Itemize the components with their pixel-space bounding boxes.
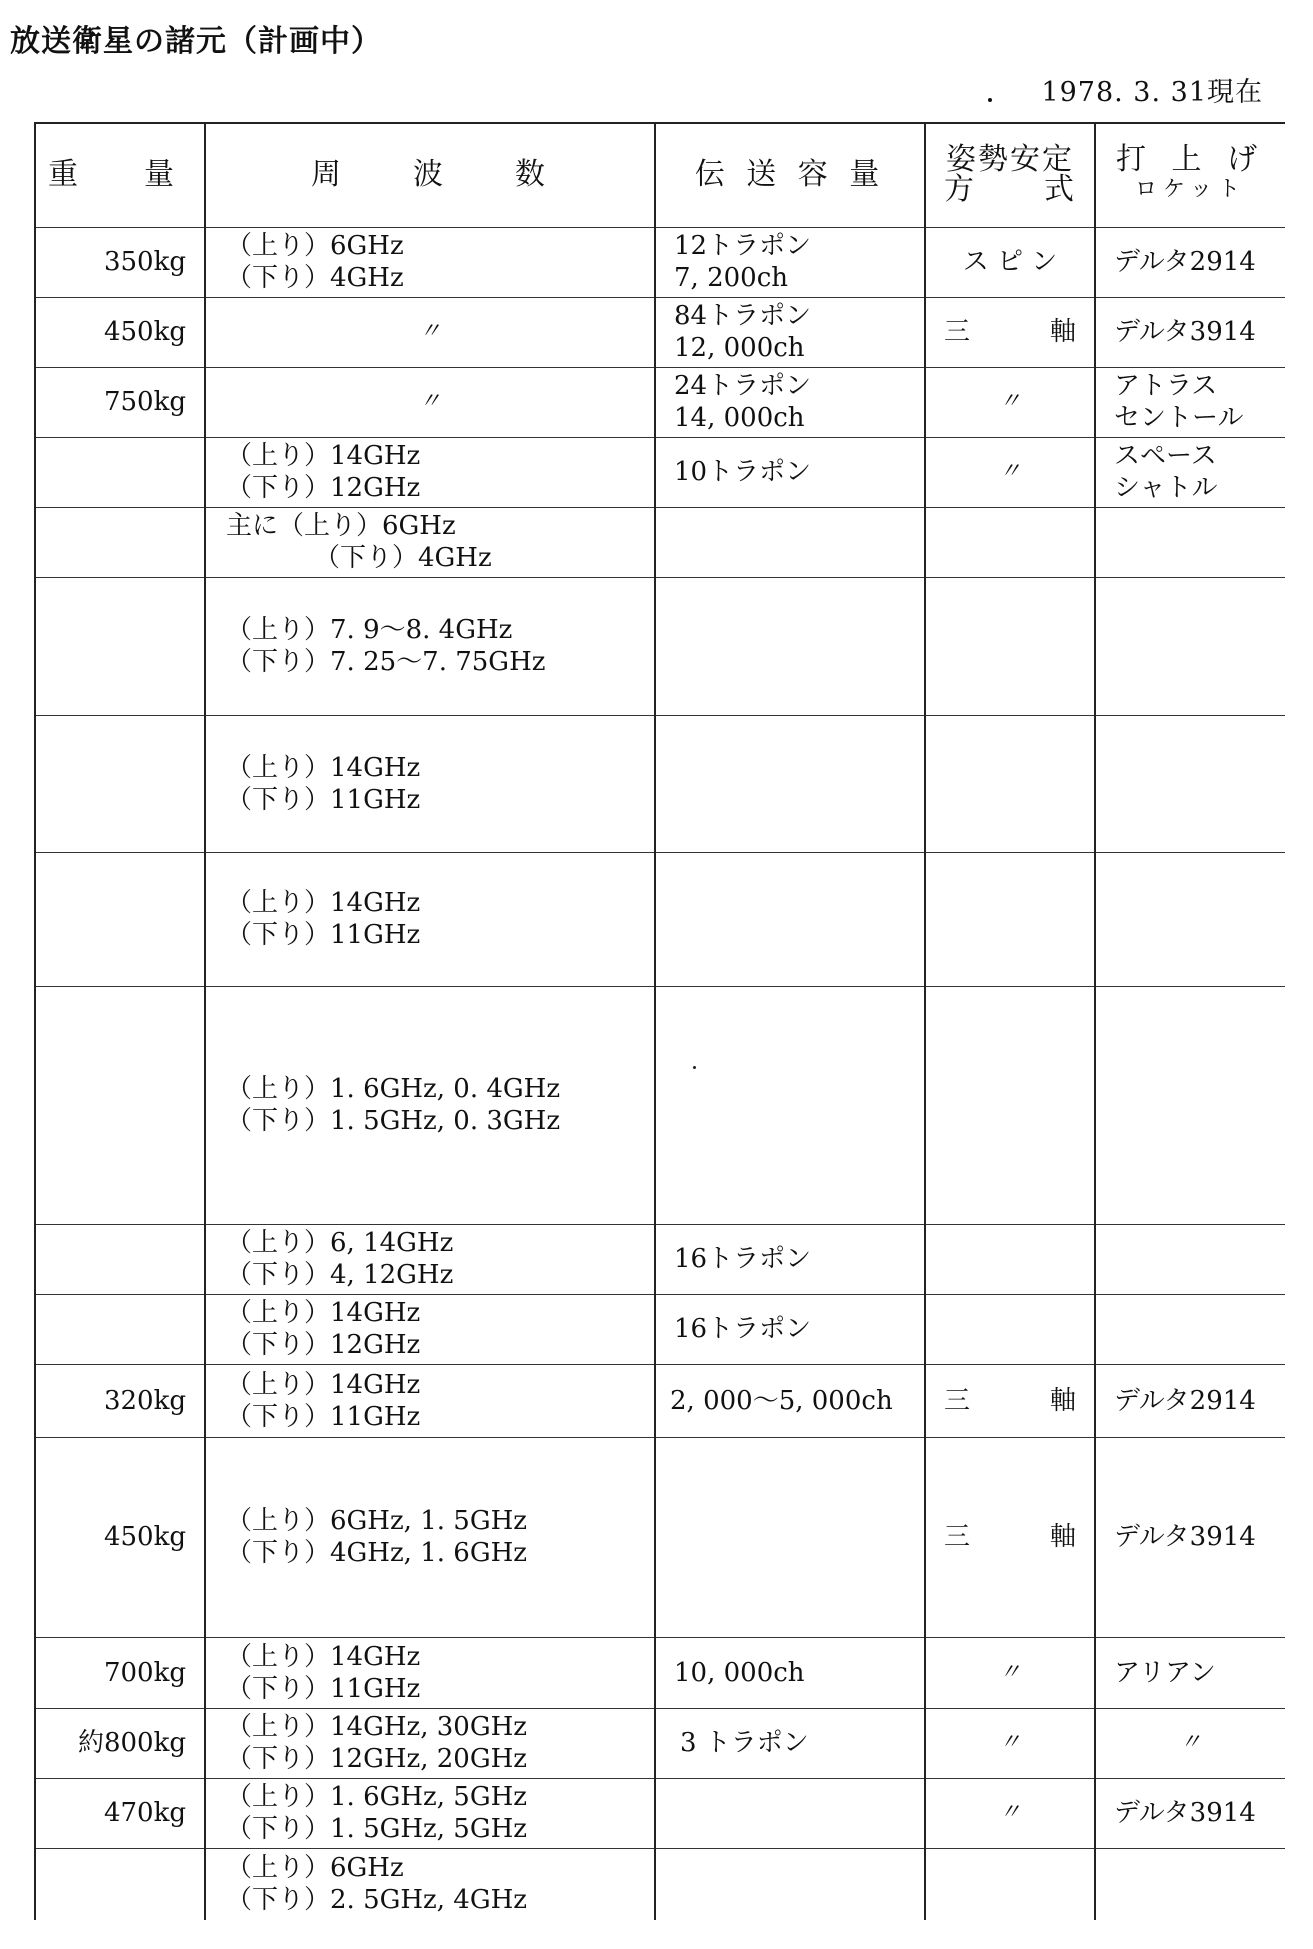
cell-weight: 700kg [35,1637,205,1708]
cell-launch [1095,367,1285,437]
table-row [35,577,1285,715]
table-row [35,227,1285,297]
cell-frequency [205,227,655,297]
table-row [35,1778,1285,1848]
cell-capacity [655,986,925,1224]
cell-attitude [925,577,1095,715]
table-row [35,1224,1285,1294]
freq-up: （上り）6GHz, 1. 5GHz [226,1506,527,1536]
freq-up: （上り）14GHz [226,888,421,918]
table-row [35,367,1285,437]
header-attitude-line2-a: 方 [944,172,976,208]
cell-frequency [205,986,655,1224]
attitude-b: 軸 [1049,317,1076,347]
cell-attitude [925,1437,1095,1637]
cell-weight [35,437,205,507]
freq-up: （上り）14GHz [226,441,421,471]
cell-capacity [655,1778,925,1848]
freq-up: （上り）1. 6GHz, 5GHz [226,1782,527,1812]
cell-frequency [205,297,655,367]
freq-up: （上り）14GHz [226,1298,421,1328]
cell-attitude [925,1708,1095,1778]
table-row [35,852,1285,986]
table-row [35,1637,1285,1708]
cell-weight [35,986,205,1224]
cell-capacity: 2, 000～5, 000ch [655,1364,925,1437]
cell-weight [35,507,205,577]
cell-weight [35,577,205,715]
cell-launch: デルタ3914 [1095,1778,1285,1848]
cell-frequency [205,507,655,577]
freq-down: （下り）12GHz [226,473,421,503]
capacity-line2: 14, 000ch [674,403,805,433]
header-launch [1095,123,1285,227]
cell-frequency [205,1294,655,1364]
cell-capacity [655,715,925,852]
freq-down: （下り）11GHz [226,784,421,815]
capacity-line1: 12トラポン [674,231,812,261]
cell-attitude [925,852,1095,986]
capacity-line1: 84トラポン [674,301,812,331]
cell-launch [1095,1224,1285,1294]
cell-weight: 約800kg [35,1708,205,1778]
cell-frequency [205,1708,655,1778]
cell-attitude: ス ピ ン [925,227,1095,297]
cell-launch [1095,227,1285,297]
cell-capacity [655,367,925,437]
table-row [35,1364,1285,1437]
cell-weight [35,1224,205,1294]
cell-weight: 750kg [35,367,205,437]
cell-capacity [655,1437,925,1637]
freq-down: （下り）4GHz [314,543,492,573]
launch-line2: セントール [1114,403,1244,433]
cell-capacity [655,297,925,367]
header-frequency: 周 波 数 [205,123,655,227]
satellite-spec-table [34,122,1285,1920]
ditto-mark: 〃 [1179,1730,1202,1755]
launch-line1: デルタ2914 [1114,247,1256,277]
cell-capacity [655,437,925,507]
table-row [35,297,1285,367]
cell-weight: 450kg [35,1437,205,1637]
cell-weight [35,1848,205,1920]
cell-weight [35,715,205,852]
cell-launch [1095,297,1285,367]
freq-up: （上り）7. 9～8. 4GHz [226,615,513,645]
ditto-mark: 〃 [998,389,1021,414]
ditto-mark: 〃 [418,319,441,344]
cell-frequency [205,715,655,852]
freq-up: （上り）6, 14GHz [226,1228,454,1258]
cell-capacity [655,577,925,715]
cell-attitude [925,986,1095,1224]
launch-line1: アトラス [1114,371,1218,401]
header-weight: 重 量 [35,123,205,227]
capacity-line1: 10トラポン [674,457,812,487]
ditto-mark: 〃 [998,1659,1021,1685]
cell-launch: アリアン [1095,1637,1285,1708]
table-row [35,507,1285,577]
launch-line1: デルタ3914 [1114,317,1256,347]
capacity-line2: 12, 000ch [674,333,805,363]
cell-attitude [925,1778,1095,1848]
cell-attitude [925,1848,1095,1920]
cell-attitude [925,1294,1095,1364]
cell-capacity [655,507,925,577]
stray-dot [988,98,992,102]
cell-launch [1095,1294,1285,1364]
cell-weight [35,852,205,986]
freq-up: （上り）14GHz, 30GHz [226,1712,527,1742]
attitude-a: 三 [944,1385,971,1416]
cell-weight: 450kg [35,297,205,367]
cell-launch [1095,986,1285,1224]
freq-up: （上り）14GHz [226,1641,421,1672]
freq-down: （下り）4, 12GHz [226,1260,454,1290]
freq-down: （下り）11GHz [226,1401,421,1432]
table-row [35,437,1285,507]
freq-up: （上り）14GHz [226,752,421,783]
cell-frequency [205,1224,655,1294]
freq-down: （下り）1. 5GHz, 0. 3GHz [226,1106,561,1136]
header-attitude [925,123,1095,227]
header-attitude-line2 [926,172,1094,208]
cell-capacity: 16トラポン [655,1224,925,1294]
cell-launch [1095,852,1285,986]
freq-up: （上り）1. 6GHz, 0. 4GHz [226,1074,561,1104]
cell-capacity: 3 トラポン [655,1708,925,1778]
cell-capacity [655,1848,925,1920]
attitude-b: 軸 [1049,1522,1076,1552]
capacity-line2: 7, 200ch [674,263,789,293]
cell-frequency [205,1437,655,1637]
cell-frequency [205,1364,655,1437]
header-capacity: 伝 送 容 量 [655,123,925,227]
freq-up: （上り）6GHz [226,231,404,261]
ditto-mark: 〃 [998,1730,1021,1755]
cell-weight [35,1294,205,1364]
freq-up: 主に（上り）6GHz [226,511,456,541]
ditto-mark: 〃 [418,389,441,414]
attitude-a: 三 [944,317,971,347]
capacity-line1: 24トラポン [674,371,812,401]
cell-capacity: 10, 000ch [655,1637,925,1708]
freq-down: （下り）1. 5GHz, 5GHz [226,1814,527,1844]
freq-down: （下り）11GHz [226,1673,421,1704]
cell-weight: 470kg [35,1778,205,1848]
header-attitude-line1: 姿勢安定 [946,142,1074,178]
freq-down: （下り）7. 25～7. 75GHz [226,647,546,677]
cell-frequency [205,1778,655,1848]
freq-down: （下り）12GHz [226,1330,421,1360]
cell-launch [1095,577,1285,715]
freq-down: （下り）4GHz, 1. 6GHz [226,1538,527,1568]
cell-weight: 320kg [35,1364,205,1437]
cell-frequency [205,437,655,507]
table-row [35,1708,1285,1778]
cell-launch [1095,1848,1285,1920]
cell-launch: デルタ2914 [1095,1364,1285,1437]
cell-attitude [925,297,1095,367]
freq-down: （下り）2. 5GHz, 4GHz [226,1885,527,1916]
attitude-b: 軸 [1049,1385,1076,1416]
launch-line1: スペース [1114,441,1217,471]
cell-launch [1095,1708,1285,1778]
freq-up: （上り）14GHz [226,1369,421,1400]
cell-attitude [925,1224,1095,1294]
freq-down: （下り）4GHz [226,263,404,293]
freq-down: （下り）11GHz [226,920,421,950]
as-of-date: 1978. 3. 31現在 [1041,77,1263,108]
cell-attitude [925,507,1095,577]
table-row [35,715,1285,852]
freq-down: （下り）12GHz, 20GHz [226,1744,527,1774]
cell-capacity [655,227,925,297]
cell-attitude [925,715,1095,852]
table-row [35,986,1285,1224]
cell-attitude [925,437,1095,507]
cell-frequency [205,1637,655,1708]
cell-capacity [655,852,925,986]
cell-launch [1095,715,1285,852]
cell-frequency [205,577,655,715]
header-attitude-line2-b: 式 [1044,172,1076,208]
page-title: 放送衛星の諸元（計画中） [10,24,382,59]
cell-launch: デルタ3914 [1095,1437,1285,1637]
cell-attitude [925,367,1095,437]
ditto-mark: 〃 [998,1800,1021,1825]
cell-frequency [205,1848,655,1920]
header-launch-line2: ロケット [1135,177,1246,203]
freq-up: （上り）6GHz [226,1853,404,1884]
launch-line2: シャトル [1114,473,1218,503]
cell-frequency [205,367,655,437]
cell-weight: 350kg [35,227,205,297]
header-row [35,123,1285,227]
table-row [35,1848,1285,1920]
ditto-mark: 〃 [998,459,1021,484]
attitude-a: 三 [944,1522,971,1552]
cell-attitude [925,1637,1095,1708]
header-launch-line1: 打 上 げ [1115,142,1266,178]
cell-attitude [925,1364,1095,1437]
cell-launch [1095,507,1285,577]
table-row [35,1294,1285,1364]
table-row [35,1437,1285,1637]
cell-launch [1095,437,1285,507]
cell-capacity: 16トラポン [655,1294,925,1364]
cell-frequency [205,852,655,986]
